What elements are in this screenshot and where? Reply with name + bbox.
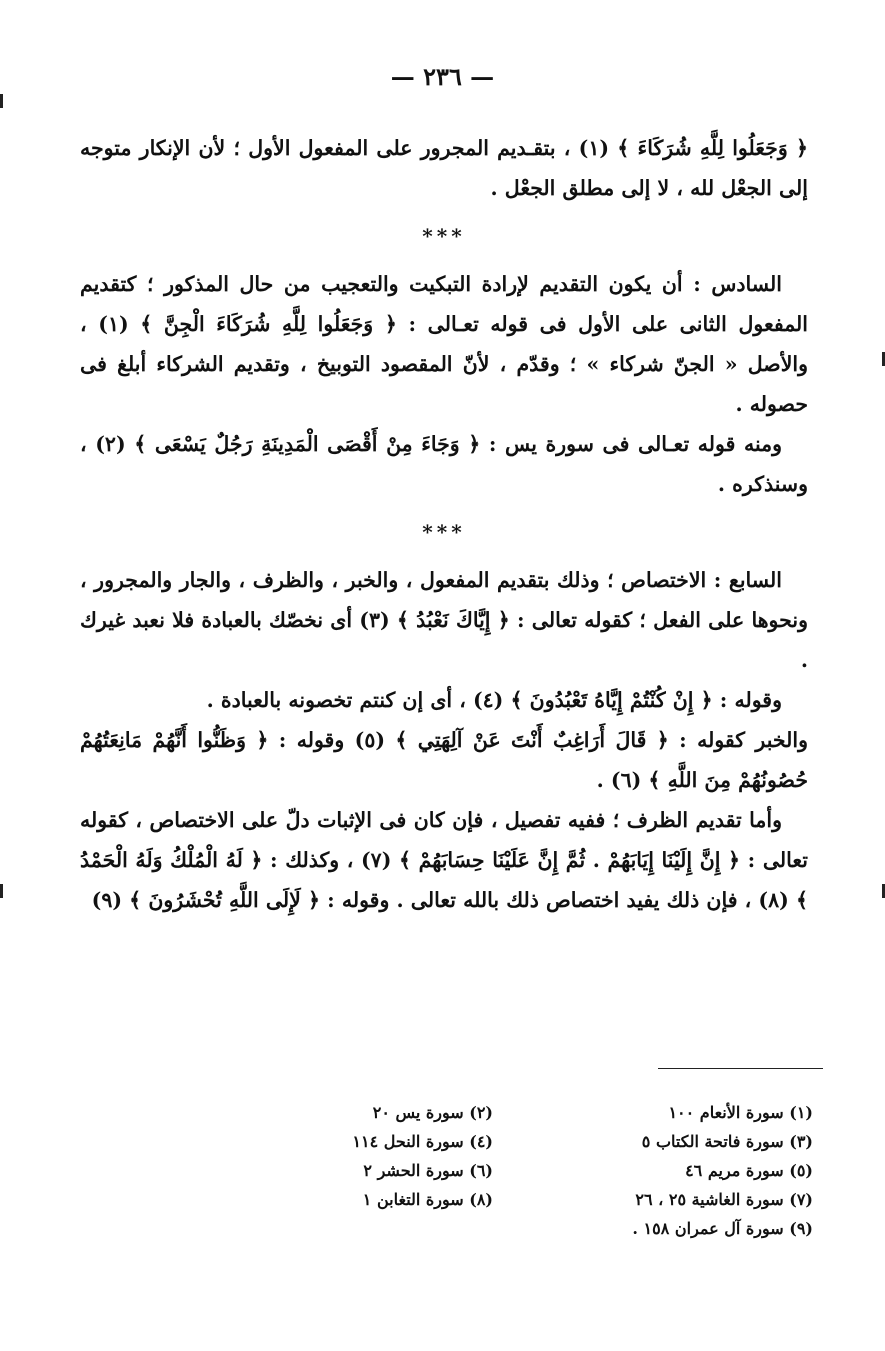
paragraph: وقوله : ﴿ إِنْ كُنْتُمْ إِيَّاهُ تَعْبُدُونَ ﴾ (٤) ، أى إن كنتم تخصونه بالعبادة . xyxy=(206,688,782,712)
footnote-divider xyxy=(658,1068,823,1069)
paragraph: ﴿ وَجَعَلُوا لِلَّهِ شُرَكَاءَ ﴾ (١) ، بتقـديم المجرور على المفعول الأول ؛ لأن الإنكار متوجه إلى الجعْل لله ، لا إلى مطلق الجعْل . xyxy=(80,136,808,200)
section-separator: *** xyxy=(422,224,466,248)
footnote: (٦) سورة الحشر ٢ xyxy=(363,1161,493,1180)
paragraph: السادس : أن يكون التقديم لإرادة التبكيت والتعجيب من حال المذكور ؛ كتقديم المفعول الثانى على الأول فى قوله تعـالى : ﴿ وَجَعَلُوا لِلَّهِ شُرَكَاءَ الْجِنَّ ﴾ (١) ، والأصل « الجنّ شركاء » ؛ وقدّم ، لأنّ المقصود التوبيخ ، وتقديم الشركاء أبلغ فى حصوله . xyxy=(80,272,808,416)
scan-edge-mark xyxy=(0,884,3,898)
footnote: (٧) سورة الغاشية ٢٥ ، ٢٦ xyxy=(635,1190,813,1209)
footnote: (٥) سورة مريم ٤٦ xyxy=(685,1161,813,1180)
paragraph: السابع : الاختصاص ؛ وذلك بتقديم المفعول ، والخبر ، والظرف ، والجار والمجرور ، ونحوها على الفعل ؛ كقوله تعالى : ﴿ إِيَّاكَ نَعْبُدُ ﴾ (٣) أى نخصّك بالعبادة فلا نعبد غيرك . xyxy=(80,568,808,672)
paragraph: والخبر كقوله : ﴿ قَالَ أَرَاغِبٌ أَنْتَ عَنْ آلِهَتِي ﴾ (٥) وقوله : ﴿ وَظَنُّوا أَنَّهُمْ مَانِعَتُهُمْ حُصُونُهُمْ مِنَ اللَّهِ ﴾ (٦) . xyxy=(80,728,808,792)
footnotes-column-odd xyxy=(473,1098,813,1243)
paragraph: ومنه قوله تعـالى فى سورة يس : ﴿ وَجَاءَ مِنْ أَقْصَى الْمَدِينَةِ رَجُلٌ يَسْعَى ﴾ (٢) ، وسنذكره . xyxy=(80,432,808,496)
scan-edge-mark xyxy=(0,94,3,108)
footnotes-column-even xyxy=(153,1098,493,1214)
section-separator: *** xyxy=(422,520,466,544)
footnote: (٢) سورة يس ٢٠ xyxy=(372,1103,493,1122)
footnote: (٩) سورة آل عمران ١٥٨ . xyxy=(632,1219,813,1238)
footnote: (٣) سورة فاتحة الكتاب ٥ xyxy=(641,1132,813,1151)
footnote: (٤) سورة النحل ١١٤ xyxy=(352,1132,493,1151)
page-number: — ٢٣٦ — xyxy=(390,62,495,91)
paragraph: وأما تقديم الظرف ؛ ففيه تفصيل ، فإن كان فى الإثبات دلّ على الاختصاص ، كقوله تعالى : ﴿ إِنَّ إِلَيْنَا إِيَابَهُمْ . ثُمَّ إِنَّ عَلَيْنَا حِسَابَهُمْ ﴾ (٧) ، وكذلك : ﴿ لَهُ الْمُلْكُ وَلَهُ الْحَمْدُ ﴾ (٨) ، فإن ذلك يفيد اختصاص ذلك بالله تعالى . وقوله : ﴿ لَإِلَى اللَّهِ تُحْشَرُونَ ﴾ (٩) xyxy=(80,808,808,912)
footnote: (٨) سورة التغابن ١ xyxy=(362,1190,493,1209)
main-text xyxy=(80,128,808,920)
footnote: (١) سورة الأنعام ١٠٠ xyxy=(668,1103,813,1122)
